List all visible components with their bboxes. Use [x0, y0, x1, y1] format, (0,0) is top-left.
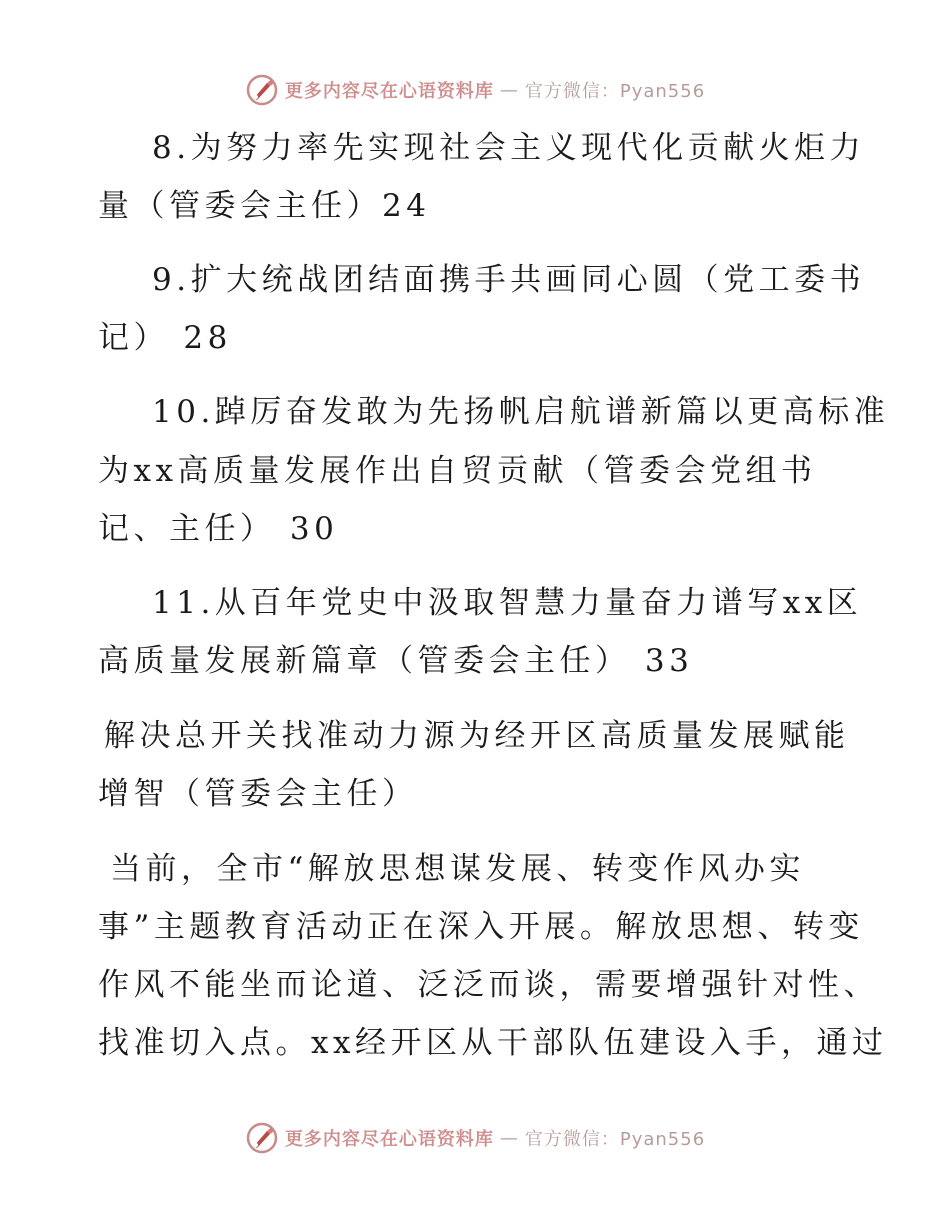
quill-logo-icon: [245, 73, 279, 107]
toc-line: 8.为努力率先实现社会主义现代化贡献火炬力: [152, 130, 866, 166]
toc-line: 9.扩大统战团结面携手共画同心圆（党工委书: [152, 262, 866, 298]
watermark-separator: —: [499, 79, 519, 101]
toc-line: 10.踔厉奋发敢为先扬帆启航谱新篇以更高标准: [152, 394, 890, 430]
toc-line: 11.从百年党史中汲取智慧力量奋力谱写xx区: [152, 585, 863, 621]
paragraph-line: 作风不能坐而论道、泛泛而谈，需要增强针对性、: [98, 967, 879, 1003]
toc-line: 记） 28: [98, 320, 232, 356]
section-title: 增智（管委会主任）: [98, 776, 418, 812]
watermark-wechat-text: 官方微信：Pyan556: [524, 1129, 706, 1150]
paragraph-line: 事”主题教育活动正在深入开展。解放思想、转变: [98, 909, 864, 945]
watermark-wechat-text: 官方微信：Pyan556: [524, 81, 706, 102]
toc-line: 记、主任） 30: [98, 511, 339, 547]
quill-logo-icon: [245, 1121, 279, 1155]
section-title: 解决总开关找准动力源为经开区高质量发展赋能: [104, 718, 850, 754]
toc-line: 为xx高质量发展作出自贸贡献（管委会党组书: [98, 453, 817, 489]
watermark-site-text: 更多内容尽在心语资料库: [284, 81, 494, 102]
toc-line: 高质量发展新篇章（管委会主任） 33: [98, 643, 694, 679]
paragraph-line: 找准切入点。xx经开区从干部队伍建设入手，通过: [98, 1025, 888, 1061]
watermark-site-text: 更多内容尽在心语资料库: [284, 1129, 494, 1150]
watermark-separator: —: [499, 1127, 519, 1149]
watermark-header: [0, 70, 950, 110]
toc-line: 量（管委会主任）24: [98, 188, 431, 224]
watermark-footer: [0, 1118, 950, 1158]
paragraph-line: 当前，全市“解放思想谋发展、转变作风办实: [110, 851, 805, 887]
